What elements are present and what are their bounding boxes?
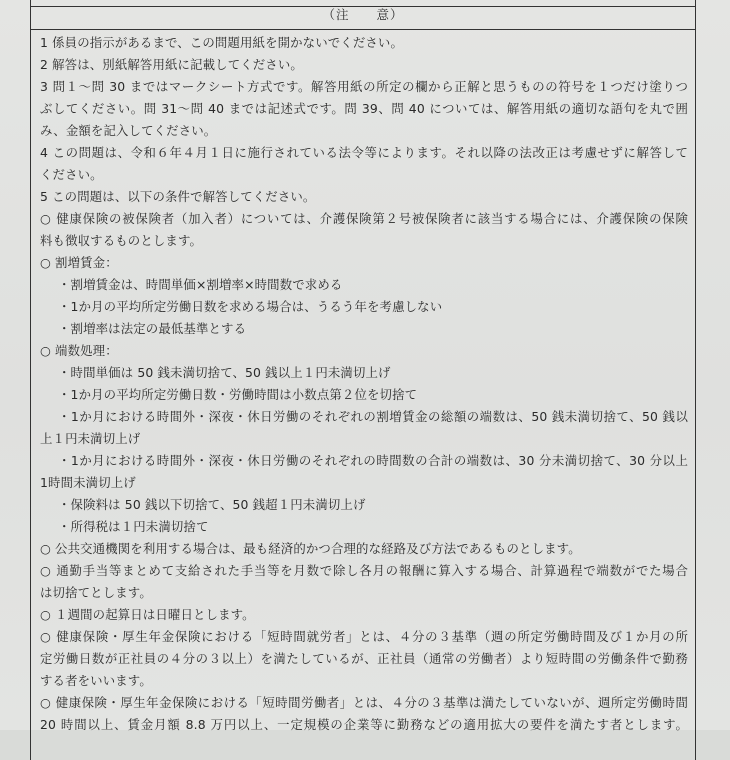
notice-header [30,6,696,30]
notice-line: ぶしてください。問 31～問 40 までは記述式です。問 39、問 40 については、解答用紙の適切な語句を丸で囲 [40,101,688,116]
notice-line: 4 この問題は、令和６年４月１日に施行されている法令等によります。それ以降の法改正は考慮せずに解答して [40,145,688,160]
notice-line: ○ 割増賃金： [40,255,118,270]
notice-line: ・1か月の平均所定労働日数・労働時間は小数点第２位を切捨て [58,387,418,402]
notice-line: 料も徴収するものとします。 [40,233,203,248]
notice-line: 3 問１～問 30 まではマークシート方式です。解答用紙の所定の欄から正解と思うものの符号を１つだけ塗りつ [40,79,688,94]
notice-line: ください。 [40,167,103,182]
notice-line: ・割増率は法定の最低基準とする [58,321,247,336]
notice-line: 上１円未満切上げ [40,431,141,446]
notice-line: ○ １週間の起算日は日曜日とします。 [40,607,255,622]
notice-title: （注 意） [322,7,404,22]
notice-line: ・割増賃金は、時間単価×割増率×時間数で求める [58,277,343,292]
notice-line: ・保険料は 50 銭以下切捨て、50 銭超１円未満切上げ [58,497,366,512]
notice-line: み、金額を記入してください。 [40,123,217,138]
notice-line: ○ 通勤手当等まとめて支給された手当等を月数で除し各月の報酬に算入する場合、計算過程で端数がでた場合 [40,563,688,578]
notice-line: ○ 端数処理： [40,343,118,358]
notice-line: 2 解答は、別紙解答用紙に記載してください。 [40,57,303,72]
notice-line: 定労働日数が正社員の４分の３以上）を満たしているが、正社員（通常の労働者）より短時間の労働条件で勤務 [40,651,688,666]
notice-line: ○ 公共交通機関を利用する場合は、最も経済的かつ合理的な経路及び方法であるものとします。 [40,541,581,556]
notice-line: ・1か月における時間外・深夜・休日労働のそれぞれの時間数の合計の端数は、30 分未満切捨て、30 分以上 [58,453,688,468]
notice-line: 1時間未満切上げ [40,475,136,490]
notice-line: ・1か月における時間外・深夜・休日労働のそれぞれの割増賃金の総額の端数は、50 銭未満切捨て、50 銭以 [58,409,688,424]
notice-line: 20 時間以上、賃金月額 8.8 万円以上、一定規模の企業等に勤務などの適用拡大の要件を満たす者とします。 [40,717,688,732]
notice-body [40,32,688,736]
notice-line: 5 この問題は、以下の条件で解答してください。 [40,189,316,204]
notice-line: ・所得税は１円未満切捨て [58,519,209,534]
notice-line: 1 係員の指示があるまで、この問題用紙を開かないでください。 [40,35,404,50]
notice-line: ○ 健康保険・厚生年金保険における「短時間就労者」とは、４分の３基準（週の所定労働時間及び１か月の所 [40,629,688,644]
notice-line: する者をいいます。 [40,673,152,688]
notice-line: ○ 健康保険の被保険者（加入者）については、介護保険第２号被保険者に該当する場合には、介護保険の保険 [40,211,688,226]
notice-line: ・時間単価は 50 銭未満切捨て、50 銭以上１円未満切上げ [58,365,391,380]
notice-line: ○ 健康保険・厚生年金保険における「短時間労働者」とは、４分の３基準は満たしていないが、週所定労働時間 [40,695,688,710]
notice-line: ・1か月の平均所定労働日数を求める場合は、うるう年を考慮しない [58,299,443,314]
notice-line: は切捨てとします。 [40,585,152,600]
